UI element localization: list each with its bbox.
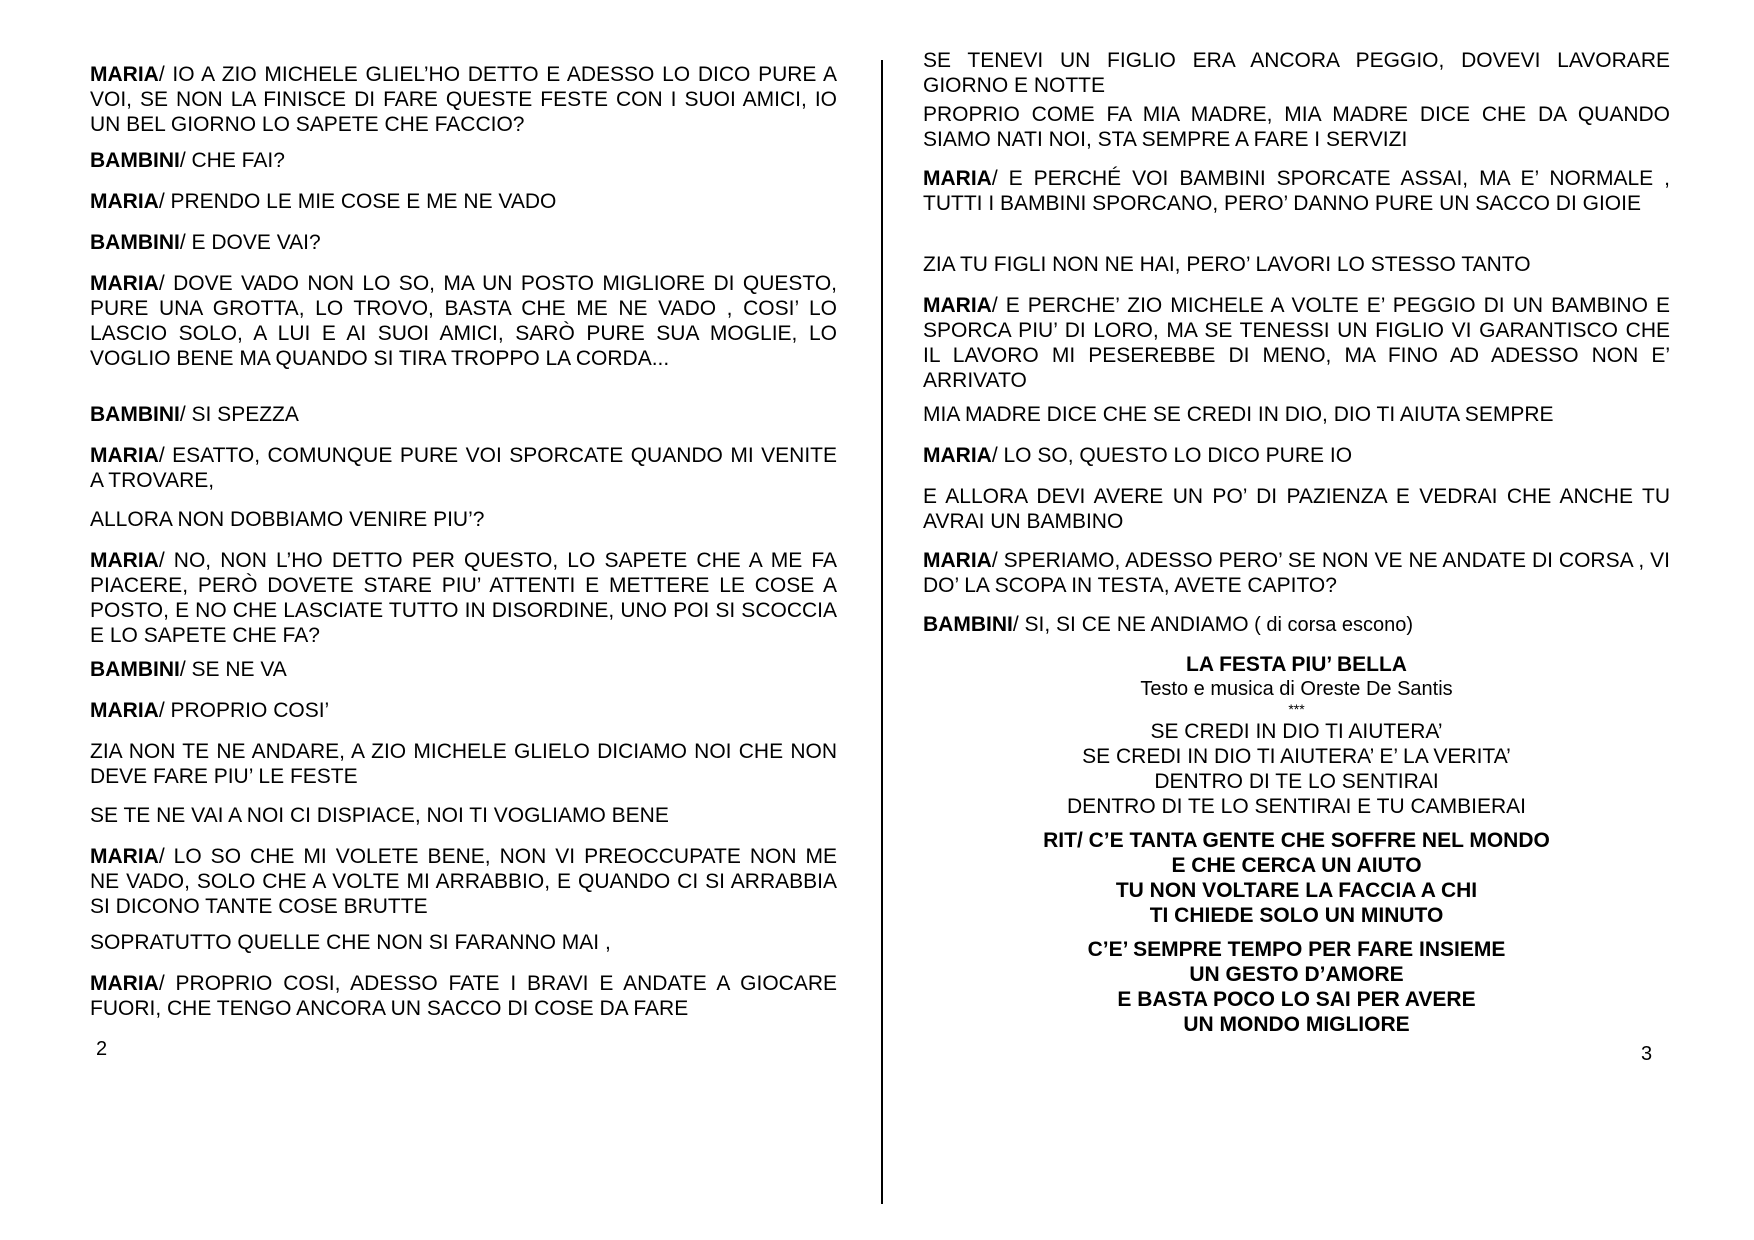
chorus-line: UN GESTO D’AMORE [1189, 963, 1404, 986]
speaker-separator: / [158, 444, 165, 467]
speaker-name: BAMBINI [90, 658, 180, 681]
dialogue-paragraph [923, 166, 1670, 216]
speaker-name: BAMBINI [90, 149, 180, 172]
dialogue-text: DOVE VADO NON LO SO, MA UN POSTO MIGLIORE DI QUESTO, PURE UNA GROTTA, LO TROVO, BASTA CHE ME NE VADO , COSI’ LO LASCIO SOLO, A LUI E AI SUOI AMICI, SARÒ PURE SUA MOGLIE, LO VOGLIO BENE MA QUANDO SI TIRA TROPPO LA CORDA... [90, 272, 837, 370]
speaker-name: MARIA [923, 167, 992, 190]
speaker-name: MARIA [90, 272, 159, 295]
dialogue-paragraph [90, 698, 837, 723]
dialogue-paragraph [90, 803, 837, 828]
chorus-line: UN MONDO MIGLIORE [1183, 1013, 1410, 1036]
speaker-name: MARIA [90, 444, 159, 467]
dialogue-paragraph [90, 844, 837, 919]
speaker-name: BAMBINI [90, 231, 180, 254]
song-chorus-2 [923, 937, 1670, 1037]
speaker-name: MARIA [90, 972, 159, 995]
stage-direction: ( di corsa escono) [1248, 614, 1414, 636]
speaker-name: MARIA [923, 444, 992, 467]
dialogue-paragraph [923, 484, 1670, 534]
speaker-name: MARIA [90, 190, 159, 213]
dialogue-paragraph [90, 657, 837, 682]
dialogue-paragraph [923, 293, 1670, 393]
song-separator: *** [1288, 701, 1305, 717]
dialogue-text: SI SPEZZA [185, 403, 299, 426]
dialogue-text: E PERCHÉ VOI BAMBINI SPORCATE ASSAI, MA E’ NORMALE , TUTTI I BAMBINI SPORCANO, PERO’ DANNO PURE UN SACCO DI GIOIE [923, 167, 1670, 215]
page-divider [881, 60, 883, 1204]
page-number: 2 [96, 1038, 108, 1060]
dialogue-paragraph [923, 48, 1670, 98]
speaker-name: MARIA [90, 549, 159, 572]
speaker-separator: / [179, 403, 186, 426]
chorus-line: TI CHIEDE SOLO UN MINUTO [1149, 904, 1444, 927]
dialogue-paragraph [90, 548, 837, 648]
verse-line: DENTRO DI TE LO SENTIRAI E TU CAMBIERAI [1067, 795, 1526, 818]
dialogue-paragraph [923, 102, 1670, 152]
dialogue-paragraph [90, 148, 837, 173]
speaker-separator: / [158, 845, 165, 868]
dialogue-text: ESATTO, COMUNQUE PURE VOI SPORCATE QUANDO MI VENITE A TROVARE, [90, 444, 837, 492]
chorus-line: E CHE CERCA UN AIUTO [1171, 854, 1422, 877]
dialogue-paragraph [90, 271, 837, 371]
speaker-name: MARIA [90, 63, 159, 86]
dialogue-text: LO SO CHE MI VOLETE BENE, NON VI PREOCCUPATE NON ME NE VADO, SOLO CHE A VOLTE MI ARRABBIO, E QUANDO CI SI ARRABBIA SI DICONO TANTE COSE BRUTTE [90, 845, 837, 918]
speaker-separator: / [158, 972, 165, 995]
dialogue-paragraph [90, 402, 837, 427]
dialogue-paragraph [90, 507, 837, 532]
dialogue-text: E PERCHE’ ZIO MICHELE A VOLTE E’ PEGGIO DI UN BAMBINO E SPORCA PIU’ DI LORO, MA SE TENESSI UN FIGLIO VI GARANTISCO CHE IL LAVORO MI PESEREBBE DI MENO, MA FINO AD ADESSO NON E’ ARRIVATO [923, 294, 1670, 392]
speaker-separator: / [158, 699, 165, 722]
speaker-separator: / [179, 231, 186, 254]
dialogue-paragraph [90, 971, 837, 1021]
dialogue-text: SE TE NE VAI A NOI CI DISPIACE, NOI TI VOGLIAMO BENE [90, 804, 669, 827]
dialogue-paragraph [923, 402, 1670, 427]
dialogue-text: ALLORA NON DOBBIAMO VENIRE PIU’? [90, 508, 485, 531]
dialogue-paragraph [923, 548, 1670, 598]
song-title-block [923, 652, 1670, 716]
dialogue-paragraph [90, 189, 837, 214]
dialogue-text: MIA MADRE DICE CHE SE CREDI IN DIO, DIO TI AIUTA SEMPRE [923, 403, 1554, 426]
dialogue-text: ZIA TU FIGLI NON NE HAI, PERO’ LAVORI LO STESSO TANTO [923, 253, 1531, 276]
dialogue-paragraph [90, 62, 837, 137]
speaker-separator: / [158, 190, 165, 213]
dialogue-paragraph [90, 930, 837, 955]
dialogue-text: SPERIAMO, ADESSO PERO’ SE NON VE NE ANDATE DI CORSA , VI DO’ LA SCOPA IN TESTA, AVETE CAPITO? [923, 549, 1670, 597]
dialogue-text: SOPRATUTTO QUELLE CHE NON SI FARANNO MAI , [90, 931, 611, 954]
dialogue-text: PROPRIO COSI’ [164, 699, 330, 722]
speaker-separator: / [179, 149, 186, 172]
speaker-name: BAMBINI [923, 613, 1013, 636]
dialogue-paragraph [923, 252, 1670, 277]
dialogue-text: IO A ZIO MICHELE GLIEL’HO DETTO E ADESSO LO DICO PURE A VOI, SE NON LA FINISCE DI FARE QUESTE FESTE CON I SUOI AMICI, IO UN BEL GIORNO LO SAPETE CHE FACCIO? [90, 63, 837, 136]
speaker-name: MARIA [90, 699, 159, 722]
verse-line: SE CREDI IN DIO TI AIUTERA’ [1150, 720, 1443, 743]
chorus-line: C’E’ SEMPRE TEMPO PER FARE INSIEME [1087, 938, 1506, 961]
speaker-separator: / [991, 294, 998, 317]
speaker-name: BAMBINI [90, 403, 180, 426]
speaker-separator: / [991, 549, 998, 572]
dialogue-paragraph [90, 443, 837, 493]
dialogue-paragraph [90, 230, 837, 255]
dialogue-text: CHE FAI? [185, 149, 285, 172]
dialogue-paragraph [923, 443, 1670, 468]
speaker-separator: / [991, 444, 998, 467]
page-number: 3 [1641, 1043, 1653, 1065]
speaker-name: MARIA [90, 845, 159, 868]
speaker-separator: / [158, 549, 165, 572]
dialogue-paragraph [923, 612, 1670, 638]
dialogue-paragraph [90, 739, 837, 789]
speaker-separator: / [158, 63, 165, 86]
speaker-separator: / [158, 272, 165, 295]
song-title: LA FESTA PIU’ BELLA [1186, 653, 1407, 676]
dialogue-text: SI, SI CE NE ANDIAMO [1018, 613, 1249, 636]
speaker-name: MARIA [923, 549, 992, 572]
speaker-separator: / [991, 167, 998, 190]
dialogue-text: E ALLORA DEVI AVERE UN PO’ DI PAZIENZA E VEDRAI CHE ANCHE TU AVRAI UN BAMBINO [923, 485, 1670, 533]
dialogue-text: ZIA NON TE NE ANDARE, A ZIO MICHELE GLIELO DICIAMO NOI CHE NON DEVE FARE PIU’ LE FESTE [90, 740, 837, 788]
song-chorus-1 [923, 828, 1670, 928]
song-credit: Testo e musica di Oreste De Santis [1140, 678, 1453, 700]
dialogue-text: PROPRIO COME FA MIA MADRE, MIA MADRE DICE CHE DA QUANDO SIAMO NATI NOI, STA SEMPRE A FARE I SERVIZI [923, 103, 1670, 151]
speaker-name: MARIA [923, 294, 992, 317]
speaker-separator: / [179, 658, 186, 681]
chorus-line: TU NON VOLTARE LA FACCIA A CHI [1115, 879, 1478, 902]
dialogue-text: PROPRIO COSI, ADESSO FATE I BRAVI E ANDATE A GIOCARE FUORI, CHE TENGO ANCORA UN SACCO DI COSE DA FARE [90, 972, 837, 1020]
dialogue-text: PRENDO LE MIE COSE E ME NE VADO [164, 190, 557, 213]
chorus-line: E BASTA POCO LO SAI PER AVERE [1117, 988, 1476, 1011]
dialogue-text: E DOVE VAI? [185, 231, 321, 254]
verse-line: DENTRO DI TE LO SENTIRAI [1154, 770, 1439, 793]
dialogue-text: SE TENEVI UN FIGLIO ERA ANCORA PEGGIO, DOVEVI LAVORARE GIORNO E NOTTE [923, 49, 1670, 97]
song-verse [923, 719, 1670, 819]
verse-line: SE CREDI IN DIO TI AIUTERA’ E’ LA VERITA’ [1082, 745, 1511, 768]
dialogue-text: SE NE VA [185, 658, 287, 681]
speaker-separator: / [1012, 613, 1019, 636]
dialogue-text: LO SO, QUESTO LO DICO PURE IO [997, 444, 1353, 467]
dialogue-text: NO, NON L’HO DETTO PER QUESTO, LO SAPETE CHE A ME FA PIACERE, PERÒ DOVETE STARE PIU’ ATTENTI E METTERE LE COSE A POSTO, E NO CHE LASCIATE TUTTO IN DISORDINE, UNO POI SI SCOCCIA E LO SAPETE CHE FA? [90, 549, 837, 647]
chorus-line: RIT/ C’E TANTA GENTE CHE SOFFRE NEL MONDO [1043, 829, 1550, 852]
